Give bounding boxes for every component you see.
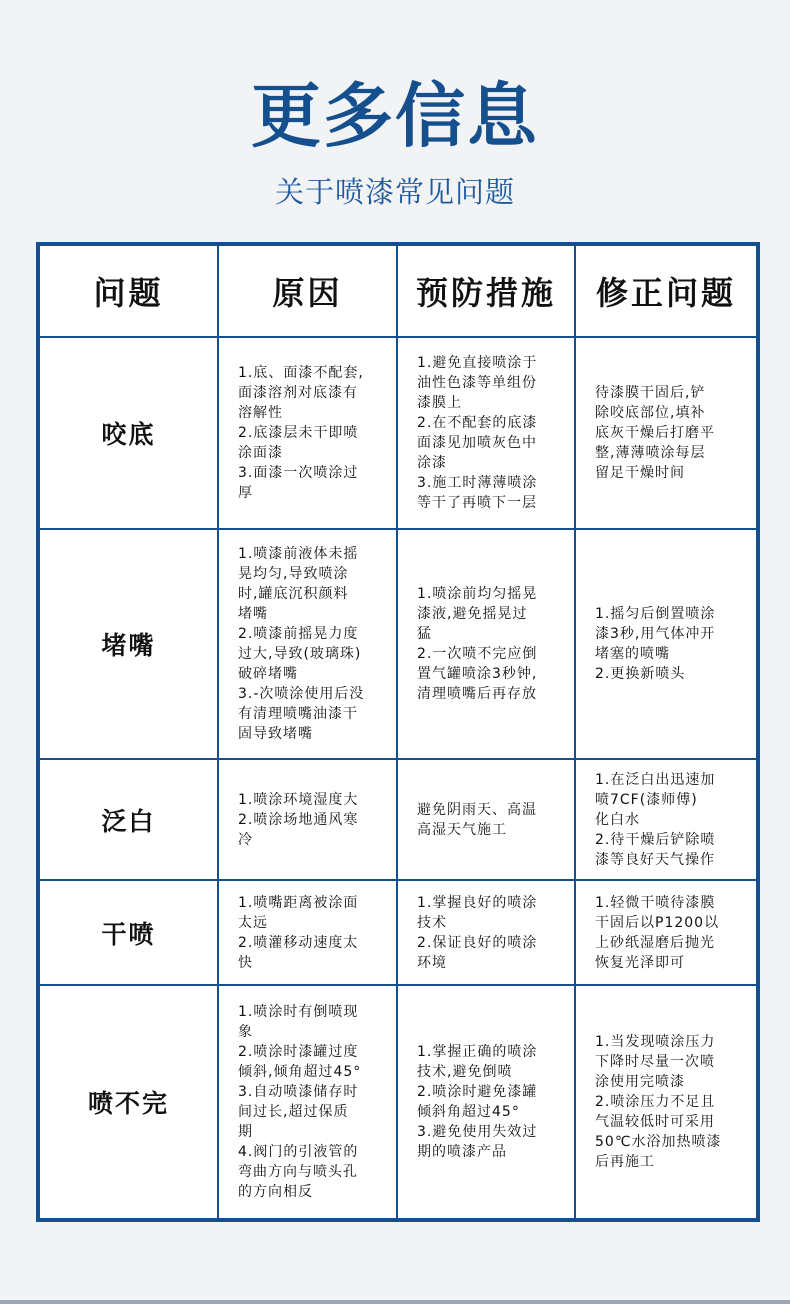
column-header-problem: 问题 xyxy=(38,244,218,337)
prevention-cell xyxy=(397,529,575,759)
cause-text: 1.喷涂环境湿度大 2.喷涂场地通风寒 冷 xyxy=(238,791,359,848)
prevention-text: 1.喷涂前均匀摇晃 漆液,避免摇晃过 猛 2.一次喷不完应倒 置气罐喷涂3秒钟, 清理喷嘴后再存放 xyxy=(417,586,538,702)
cause-text: 1.底、面漆不配套, 面漆溶剂对底漆有 溶解性 2.底漆层未干即喷 涂面漆 3.面漆一次喷涂过 厚 xyxy=(238,365,364,501)
table-header-row xyxy=(38,244,758,337)
fix-text: 待漆膜干固后,铲 除咬底部位,填补 底灰干燥后打磨平 整,薄薄喷涂每层 留足干燥时间 xyxy=(595,385,715,481)
cause-cell xyxy=(218,759,397,880)
prevention-cell xyxy=(397,880,575,985)
fix-text: 1.轻微干喷待漆膜 干固后以P1200以 上砂纸湿磨后抛光 恢复光泽即可 xyxy=(595,894,720,971)
cause-text: 1.喷涂时有倒喷现 象 2.喷涂时漆罐过度 倾斜,倾角超过45° 3.自动喷漆储存时 间过长,超过保质 期 4.阀门的引液管的 弯曲方向与喷头孔 的方向相反 xyxy=(238,1004,362,1200)
problem-cell: 喷不完 xyxy=(38,985,218,1220)
table-row xyxy=(38,880,758,985)
prevention-cell xyxy=(397,759,575,880)
bottom-divider xyxy=(0,1300,790,1304)
prevention-cell xyxy=(397,985,575,1220)
problem-cell: 堵嘴 xyxy=(38,529,218,759)
prevention-text: 1.掌握良好的喷涂 技术 2.保证良好的喷涂 环境 xyxy=(417,894,538,971)
table-row xyxy=(38,759,758,880)
cause-text: 1.喷漆前液体未摇 晃均匀,导致喷涂 时,罐底沉积颜料 堵嘴 2.喷漆前摇晃力度 过大,导致(玻璃珠) 破碎堵嘴 3.-次喷涂使用后没 有清理喷嘴油漆干 固导致堵嘴 xyxy=(238,546,365,742)
table-row xyxy=(38,985,758,1220)
faq-table xyxy=(36,242,760,1222)
cause-cell xyxy=(218,529,397,759)
table-row xyxy=(38,337,758,529)
fix-text: 1.当发现喷涂压力 下降时尽量一次喷 涂使用完喷漆 2.喷涂压力不足且 气温较低时可采用 50℃水浴加热喷漆 后再施工 xyxy=(595,1034,722,1170)
column-header-prevention: 预防措施 xyxy=(397,244,575,337)
cause-text: 1.喷嘴距离被涂面 太远 2.喷灌移动速度太 快 xyxy=(238,894,359,971)
page-subtitle: 关于喷漆常见问题 xyxy=(274,175,515,209)
page-title: 更多信息 xyxy=(251,75,539,157)
fix-cell xyxy=(575,985,758,1220)
fix-text: 1.摇匀后倒置喷涂 漆3秒,用气体冲开 堵塞的喷嘴 2.更换新喷头 xyxy=(595,606,716,682)
fix-cell xyxy=(575,880,758,985)
prevention-text: 1.掌握正确的喷涂 技术,避免倒喷 2.喷涂时避免漆罐 倾斜角超过45° 3.避免使用失效过 期的喷漆产品 xyxy=(417,1044,538,1160)
prevention-cell xyxy=(397,337,575,529)
table-row xyxy=(38,529,758,759)
cause-cell xyxy=(218,985,397,1220)
prevention-text: 避免阴雨天、高温 高湿天气施工 xyxy=(417,801,537,838)
fix-cell xyxy=(575,529,758,759)
column-header-fix: 修正问题 xyxy=(575,244,758,337)
problem-cell: 干喷 xyxy=(38,880,218,985)
cause-cell xyxy=(218,880,397,985)
fix-cell xyxy=(575,759,758,880)
problem-cell: 咬底 xyxy=(38,337,218,529)
cause-cell xyxy=(218,337,397,529)
fix-text: 1.在泛白出迅速加 喷7CF(漆师傅) 化白水 2.待干燥后铲除喷 漆等良好天气操作 xyxy=(595,771,716,868)
prevention-text: 1.避免直接喷涂于 油性色漆等单组份 漆膜上 2.在不配套的底漆 面漆见加喷灰色中 涂漆 3.施工时薄薄喷涂 等干了再喷下一层 xyxy=(417,355,538,511)
column-header-cause: 原因 xyxy=(218,244,397,337)
fix-cell xyxy=(575,337,758,529)
problem-cell: 泛白 xyxy=(38,759,218,880)
